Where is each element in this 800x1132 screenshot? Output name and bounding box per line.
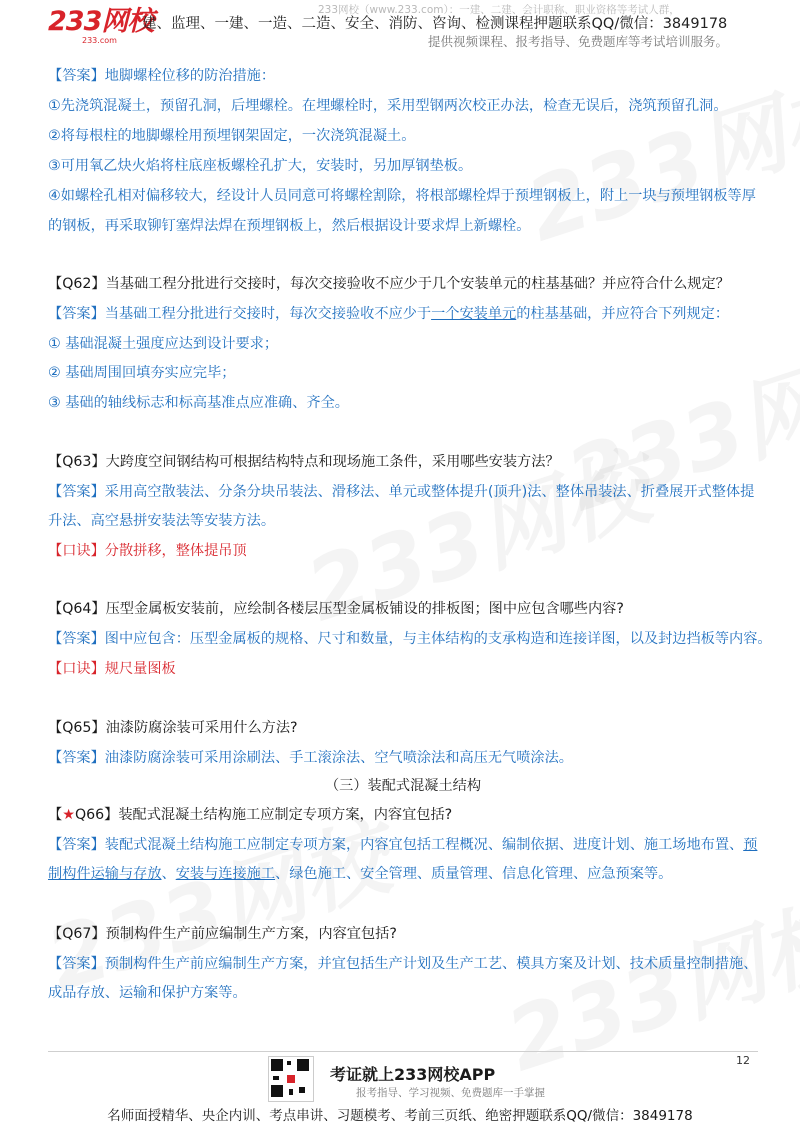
footer-divider [48,1051,758,1052]
answer-61-item-3: ③可用氧乙炔火焰将柱底座板螺栓孔扩大，安装时，另加厚钢垫板。 [48,158,473,174]
answer-62-item-1: ① 基础混凝土强度应达到设计要求； [48,336,279,352]
answer-61-item-4b: 的钢板，再采取铆钉塞焊法焊在预埋钢板上，然后根据设计要求焊上新螺栓。 [48,218,531,234]
page-number: 12 [736,1054,750,1067]
answer-62-item-2: ② 基础周围回填夯实应完毕； [48,365,236,381]
header-watermark: 233网校（www.233.com）：一建、二建、会计职称、职业资格等考试人群， [318,4,680,16]
question-62: 【Q62】当基础工程分批进行交接时，每次交接验收不应少于几个安装单元的柱基基础？并应符合什么规定？ [48,276,730,292]
watermark-logo [509,39,800,266]
answer-61-item-4a: ④如螺栓孔相对偏移较大，经设计人员同意可将螺栓割除，将根部螺栓焊于预埋钢板上，附上一块与预埋钢板等厚 [48,188,756,204]
answer-63-line-2: 升法、高空悬拼安装法等安装方法。 [48,513,276,529]
header-contact-line: 建、监理、一建、一造、二造、安全、消防、咨询、检测课程押题联系QQ/微信：3849178 [142,16,728,32]
answer-66-line-2: 制构件运输与存放、安装与连接施工、绿色施工、安全管理、质量管理、信息化管理、应急预案等。 [48,866,673,882]
brand-logo [48,6,154,46]
logo-domain: 233.com [82,36,117,45]
question-65: 【Q65】油漆防腐涂装可采用什么方法? [48,720,298,736]
question-63: 【Q63】大跨度空间钢结构可根据结构特点和现场施工条件，采用哪些安装方法？ [48,454,560,470]
answer-62-item-3: ③ 基础的轴线标志和标高基准点应准确、齐全。 [48,395,349,411]
question-67: 【Q67】预制构件生产前应编制生产方案，内容宜包括? [48,926,397,942]
footer-app-title: 考证就上233网校APP [330,1065,496,1084]
question-64: 【Q64】压型金属板安装前，应绘制各楼层压型金属板铺设的排板图；图中应包含哪些内容? [48,601,624,617]
page-header [0,0,800,50]
logo-text: 233网校 [48,6,154,37]
footer-contact: 名师面授精华、央企内训、考点串讲、习题模考、考前三页纸、绝密押题联系QQ/微信：3849178 [107,1108,693,1124]
header-service-line: 提供视频课程、报考指导、免费题库等考试培训服务。 [428,34,729,49]
answer-64: 【答案】图中应包含：压型金属板的规格、尺寸和数量，与主体结构的支承构造和连接详图，以及封边挡板等内容。 [48,631,772,647]
answer-66-line-1: 【答案】装配式混凝土结构施工应制定专项方案，内容宜包括工程概况、编制依据、进度计划、施工场地布置、预 [48,837,758,853]
watermark-logo [489,869,800,1096]
section-heading: （三）装配式混凝土结构 [324,778,482,794]
answer-67-line-1: 【答案】预制构件生产前应编制生产方案，并宜包括生产计划及生产工艺、模具方案及计划、技术质量控制措施、 [48,956,758,972]
answer-61-item-1: ①先浇筑混凝土，预留孔洞，后埋螺栓。在埋螺栓时，采用型钢两次校正办法，检查无误后，浇筑预留孔洞。 [48,98,728,114]
mnemonic-63: 【口诀】分散拼移，整体提吊顶 [48,543,247,559]
answer-62: 【答案】当基础工程分批进行交接时，每次交接验收不应少于一个安装单元的柱基基础，并应符合下列规定： [48,306,730,322]
star-icon: ★ [62,807,75,823]
footer-app-subtitle: 报考指导、学习视频、免费题库一手掌握 [356,1087,545,1099]
answer-67-line-2: 成品存放、运输和保护方案等。 [48,985,247,1001]
answer-65: 【答案】油漆防腐涂装可采用涂刷法、手工滚涂法、空气喷涂法和高压无气喷涂法。 [48,750,573,766]
answer-61-item-2: ②将每根柱的地脚螺栓用预埋钢架固定，一次浇筑混凝土。 [48,128,416,144]
answer-61-heading: 【答案】地脚螺栓位移的防治措施： [48,68,276,84]
question-66: 【★Q66】装配式混凝土结构施工应制定专项方案，内容宜包括? [48,807,453,823]
answer-63-line-1: 【答案】采用高空散装法、分条分块吊装法、滑移法、单元或整体提升(顶升)法、整体吊装法、折叠展开式整体提 [48,484,755,500]
mnemonic-64: 【口诀】规尺量图板 [48,661,176,677]
qr-code-icon[interactable] [268,1056,314,1102]
